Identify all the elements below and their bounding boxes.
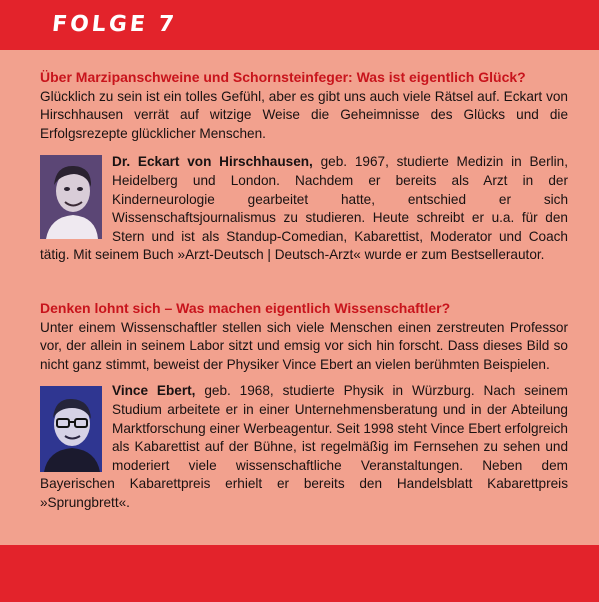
section-intro: Glücklich zu sein ist ein tolles Gefühl, aber es gibt uns auch viele Rätsel auf. Eckart von Hirschhausen verrät auf witzige Weise die Geheimnisse des Glücks und die Erfolgsrezepte glücklicher Menschen. <box>40 88 568 141</box>
author-bio <box>40 382 568 512</box>
author-text: geb. 1967, studierte Medizin in Berlin, Heidelberg und London. Nachdem er bereits als Arzt in der Kinderneurologie gearbeitet hatte, entschied er sich Wissenschaftsjournalismus zu studieren. Heute schreibt er u.a. für den Stern und ist als Standup-Comedian, Kabarettist, Moderator und Coach tätig. Mit seinem Buch »Arzt-Deutsch | Deutsch-Arzt« wurde er zum Bestsellerautor. <box>40 154 568 263</box>
section-glueck <box>40 68 568 265</box>
portrait-image <box>40 386 102 472</box>
bottom-band <box>0 545 599 602</box>
content <box>40 68 568 512</box>
section-heading: Denken lohnt sich – Was machen eigentlich Wissenschaftler? <box>40 299 451 316</box>
author-text: geb. 1968, studierte Physik in Würzburg. Nach seinem Studium arbeitete er in einer Unternehmensberatung und in der Abteilung Marktforschung einer Werbeagentur. Seit 1998 steht Vince Ebert erfolgreich als Kabarettist auf der Bühne, ist regelmäßig im Fernsehen zu sehen und moderiert viele wissenschaftliche Veranstaltungen. Neben dem Bayerischen Kabarettpreis erhielt er bereits den Handelsblatt Kabarettpreis »Sprungbrett«. <box>40 383 568 510</box>
author-name: Vince Ebert, <box>112 383 196 399</box>
episode-title: FOLGE 7 <box>50 12 179 37</box>
author-name: Dr. Eckart von Hirschhausen, <box>112 154 313 170</box>
section-heading: Über Marzipanschweine und Schornsteinfeger: Was ist eigentlich Glück? <box>40 69 526 85</box>
author-bio <box>40 153 568 265</box>
section-wissenschaft <box>40 299 568 513</box>
portrait-image <box>40 155 102 239</box>
top-band <box>0 0 599 50</box>
section-intro: Unter einem Wissenschaftler stellen sich viele Menschen einen zerstreuten Professor vor, der allein in seinem Labor sitzt und emsig vor sich hin forscht. Dass dieses Bild so nicht ganz stimmt, beweist der Physiker Vince Ebert an vielen berühmten Beispielen. <box>40 319 568 372</box>
